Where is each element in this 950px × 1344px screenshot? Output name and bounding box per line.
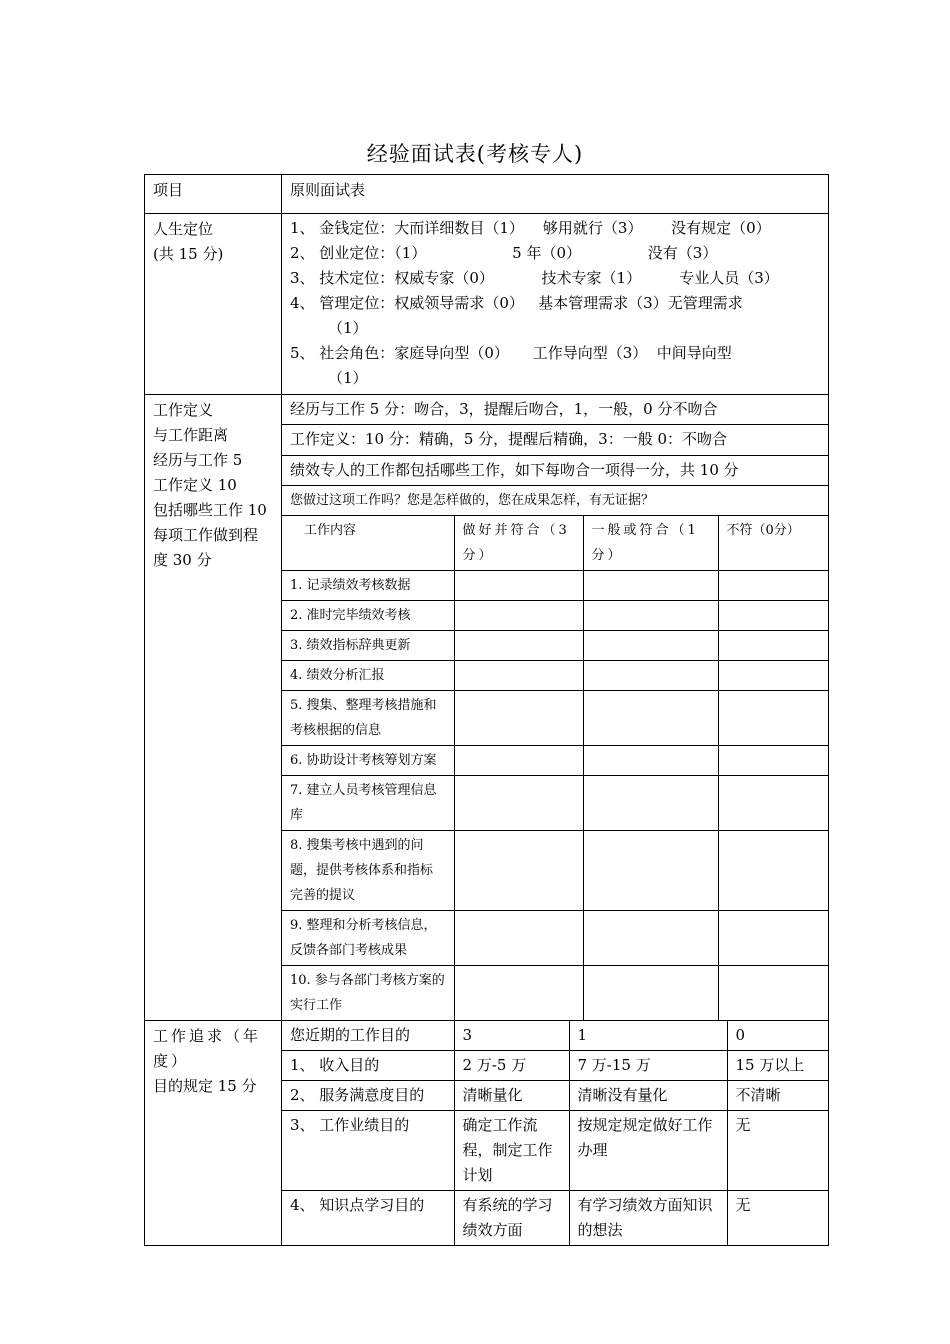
work-item: 1. 记录绩效考核数据 (282, 571, 454, 601)
work-items-table (282, 395, 828, 1020)
page-title: 经验面试表(考核专人) (366, 142, 584, 166)
goal-option: 有学习绩效方面知识的想法 (569, 1191, 727, 1246)
table-row (282, 691, 828, 746)
score-cell[interactable] (454, 831, 583, 911)
life-positioning-row (145, 214, 829, 395)
goal-score: 0 (727, 1021, 828, 1051)
goal-option: 2 万-5 万 (454, 1051, 569, 1081)
header-row (145, 175, 829, 214)
table-row (282, 1021, 828, 1051)
score-cell[interactable] (583, 601, 718, 631)
col-work-content: 工作内容 (282, 516, 454, 571)
goal-score: 3 (454, 1021, 569, 1051)
header-item: 项目 (145, 175, 282, 214)
score-cell[interactable] (583, 746, 718, 776)
goal-option: 清晰量化 (454, 1081, 569, 1111)
goal-item: 4、 知识点学习目的 (282, 1191, 454, 1246)
score-cell[interactable] (454, 776, 583, 831)
table-row (282, 1081, 828, 1111)
score-cell[interactable] (583, 661, 718, 691)
score-cell[interactable] (583, 571, 718, 601)
score-cell[interactable] (454, 966, 583, 1021)
life-positioning-content: 1、 金钱定位：大而详细数目（1） 够用就行（3） 没有规定（0） 2、 创业定位：（1） 5 年（0） 没有（3） 3、 技术定位：权威专家（0） 技术专家（1） 专业人员（3） 4、 管理定位：权威领导需求（0） 基本管理需求（3）无管理需求 （1） 5、 社会角色：家庭导向型（0） 工作导向型（3） 中间导向型 （1） (282, 214, 829, 395)
table-row (282, 571, 828, 601)
score-cell[interactable] (583, 831, 718, 911)
goal-score: 1 (569, 1021, 727, 1051)
score-cell[interactable] (454, 691, 583, 746)
table-row (282, 776, 828, 831)
score-cell[interactable] (454, 911, 583, 966)
table-row (282, 911, 828, 966)
score-cell[interactable] (583, 776, 718, 831)
table-row (282, 746, 828, 776)
score-cell[interactable] (454, 601, 583, 631)
goal-option: 不清晰 (727, 1081, 828, 1111)
goal-header: 您近期的工作目的 (282, 1021, 454, 1051)
work-item: 10. 参与各部门考核方案的实行工作 (282, 966, 454, 1021)
score-cell[interactable] (718, 661, 828, 691)
table-row (282, 966, 828, 1021)
score-cell[interactable] (718, 691, 828, 746)
work-item: 5. 搜集、整理考核措施和考核根据的信息 (282, 691, 454, 746)
goals-table (282, 1021, 828, 1245)
score-cell[interactable] (454, 661, 583, 691)
score-cell[interactable] (583, 631, 718, 661)
work-items-question: 您做过这项工作吗？您是怎样做的，您在成果怎样，有无证据？ (282, 486, 828, 516)
score-cell[interactable] (454, 571, 583, 601)
goal-option: 有系统的学习绩效方面 (454, 1191, 569, 1246)
goal-option: 无 (727, 1191, 828, 1246)
goal-option: 按规定规定做好工作办理 (569, 1111, 727, 1191)
score-cell[interactable] (718, 776, 828, 831)
score-cell[interactable] (718, 601, 828, 631)
goal-option: 确定工作流程，制定工作计划 (454, 1111, 569, 1191)
score-cell[interactable] (454, 631, 583, 661)
table-row (282, 1191, 828, 1246)
table-row (282, 661, 828, 691)
goal-option: 无 (727, 1111, 828, 1191)
score-cell[interactable] (718, 746, 828, 776)
work-definition-content (282, 395, 829, 1021)
header-standard: 原则面试表 (282, 175, 829, 214)
table-row (282, 831, 828, 911)
interview-table (144, 174, 829, 1246)
col-average: 一般或符合（1分） (583, 516, 718, 571)
work-definition-row (145, 395, 829, 1021)
work-item: 4. 绩效分析汇报 (282, 661, 454, 691)
work-item: 7. 建立人员考核管理信息库 (282, 776, 454, 831)
work-item: 9. 整理和分析考核信息，反馈各部门考核成果 (282, 911, 454, 966)
goal-option: 7 万-15 万 (569, 1051, 727, 1081)
score-cell[interactable] (718, 911, 828, 966)
table-row (282, 1111, 828, 1191)
score-cell[interactable] (583, 911, 718, 966)
goal-item: 1、 收入目的 (282, 1051, 454, 1081)
goal-pursuit-row (145, 1021, 829, 1246)
goal-item: 3、 工作业绩目的 (282, 1111, 454, 1191)
score-cell[interactable] (718, 631, 828, 661)
work-items-instruction: 绩效专人的工作都包括哪些工作，如下每吻合一项得一分，共 10 分 (282, 456, 828, 486)
goal-pursuit-label: 工作追求（年度） 目的规定 15 分 (145, 1021, 282, 1246)
experience-scoring: 经历与工作 5 分：吻合，3，提醒后吻合，1，一般，0 分不吻合 (282, 395, 828, 425)
goal-pursuit-content (282, 1021, 829, 1246)
work-items-header-row (282, 516, 828, 571)
work-item: 6. 协助设计考核筹划方案 (282, 746, 454, 776)
work-item: 2. 准时完毕绩效考核 (282, 601, 454, 631)
definition-scoring: 工作定义：10 分：精确，5 分，提醒后精确，3：一般 0：不吻合 (282, 425, 828, 456)
work-item: 8. 搜集考核中遇到的问题，提供考核体系和指标完善的提议 (282, 831, 454, 911)
score-cell[interactable] (583, 966, 718, 1021)
goal-option: 15 万以上 (727, 1051, 828, 1081)
col-good: 做好并符合（3分） (454, 516, 583, 571)
goal-option: 清晰没有量化 (569, 1081, 727, 1111)
work-definition-label: 工作定义 与工作距离 经历与工作 5 工作定义 10 包括哪些工作 10 每项工作做到程 度 30 分 (145, 395, 282, 1021)
score-cell[interactable] (583, 691, 718, 746)
table-row (282, 631, 828, 661)
table-row (282, 1051, 828, 1081)
score-cell[interactable] (718, 966, 828, 1021)
col-mismatch: 不符（0分） (718, 516, 828, 571)
score-cell[interactable] (718, 571, 828, 601)
work-item: 3. 绩效指标辞典更新 (282, 631, 454, 661)
table-row (282, 601, 828, 631)
life-positioning-label: 人生定位 (共 15 分) (145, 214, 282, 395)
score-cell[interactable] (718, 831, 828, 911)
score-cell[interactable] (454, 746, 583, 776)
goal-item: 2、 服务满意度目的 (282, 1081, 454, 1111)
